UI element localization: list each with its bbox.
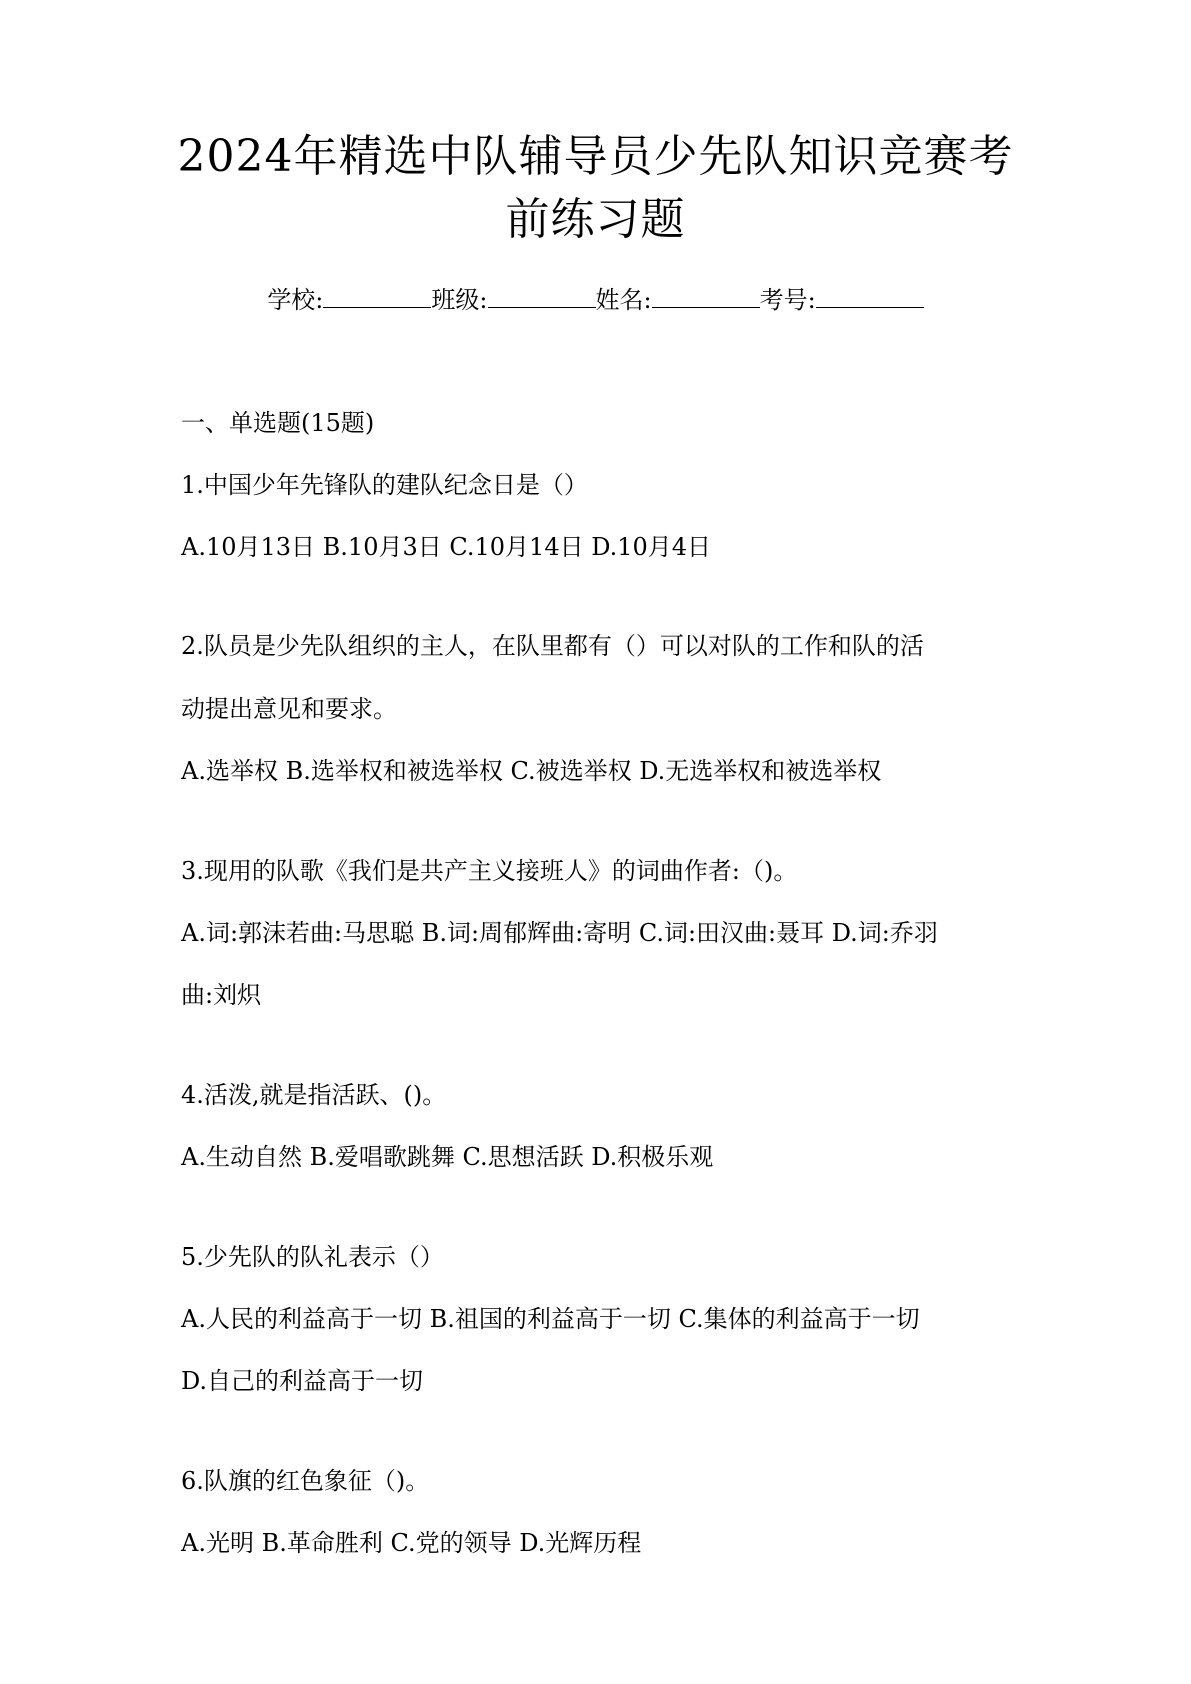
question-1-text: 1.中国少年先锋队的建队纪念日是（） <box>181 471 588 499</box>
number-label: 考号: <box>759 286 816 314</box>
student-info-line <box>0 285 1191 315</box>
question-5-text: 5.少先队的队礼表示（） <box>181 1243 444 1271</box>
document-title-line-2: 前练习题 <box>505 194 686 245</box>
question-5-options: A.人民的利益高于一切 B.祖国的利益高于一切 C.集体的利益高于一切 <box>181 1305 920 1333</box>
question-2-options: A.选举权 B.选举权和被选举权 C.被选举权 D.无选举权和被选举权 <box>181 757 882 785</box>
question-3-options: A.词:郭沫若曲:马思聪 B.词:周郁辉曲:寄明 C.词:田汉曲:聂耳 D.词:乔羽 <box>181 919 938 947</box>
school-label: 学校: <box>267 286 324 314</box>
question-6-text: 6.队旗的红色象征（)。 <box>181 1467 430 1495</box>
question-1-options: A.10月13日 B.10月3日 C.10月14日 D.10月4日 <box>181 533 712 561</box>
class-label: 班级: <box>431 286 488 314</box>
name-field <box>596 285 760 315</box>
question-2-text: 2.队员是少先队组织的主人，在队里都有（）可以对队的工作和队的活 <box>181 632 924 660</box>
section-heading: 一、单选题(15题) <box>181 409 375 437</box>
class-field <box>431 285 595 315</box>
number-field <box>760 285 924 315</box>
class-blank <box>488 285 596 308</box>
question-5-options-continued: D.自己的利益高于一切 <box>181 1367 424 1395</box>
document-title-line-1: 2024年精选中队辅导员少先队知识竞赛考 <box>177 131 1014 182</box>
number-blank <box>816 285 924 308</box>
question-4-options: A.生动自然 B.爱唱歌跳舞 C.思想活跃 D.积极乐观 <box>181 1143 714 1171</box>
name-label: 姓名: <box>595 286 652 314</box>
question-3-text: 3.现用的队歌《我们是共产主义接班人》的词曲作者:（)。 <box>181 857 798 885</box>
school-field <box>267 285 431 315</box>
question-2-text-continued: 动提出意见和要求。 <box>181 695 397 723</box>
question-4-text: 4.活泼,就是指活跃、()。 <box>181 1081 447 1109</box>
question-3-options-continued: 曲:刘炽 <box>181 981 262 1009</box>
name-blank <box>652 285 760 308</box>
school-blank <box>323 285 431 308</box>
question-6-options: A.光明 B.革命胜利 C.党的领导 D.光辉历程 <box>181 1529 642 1557</box>
